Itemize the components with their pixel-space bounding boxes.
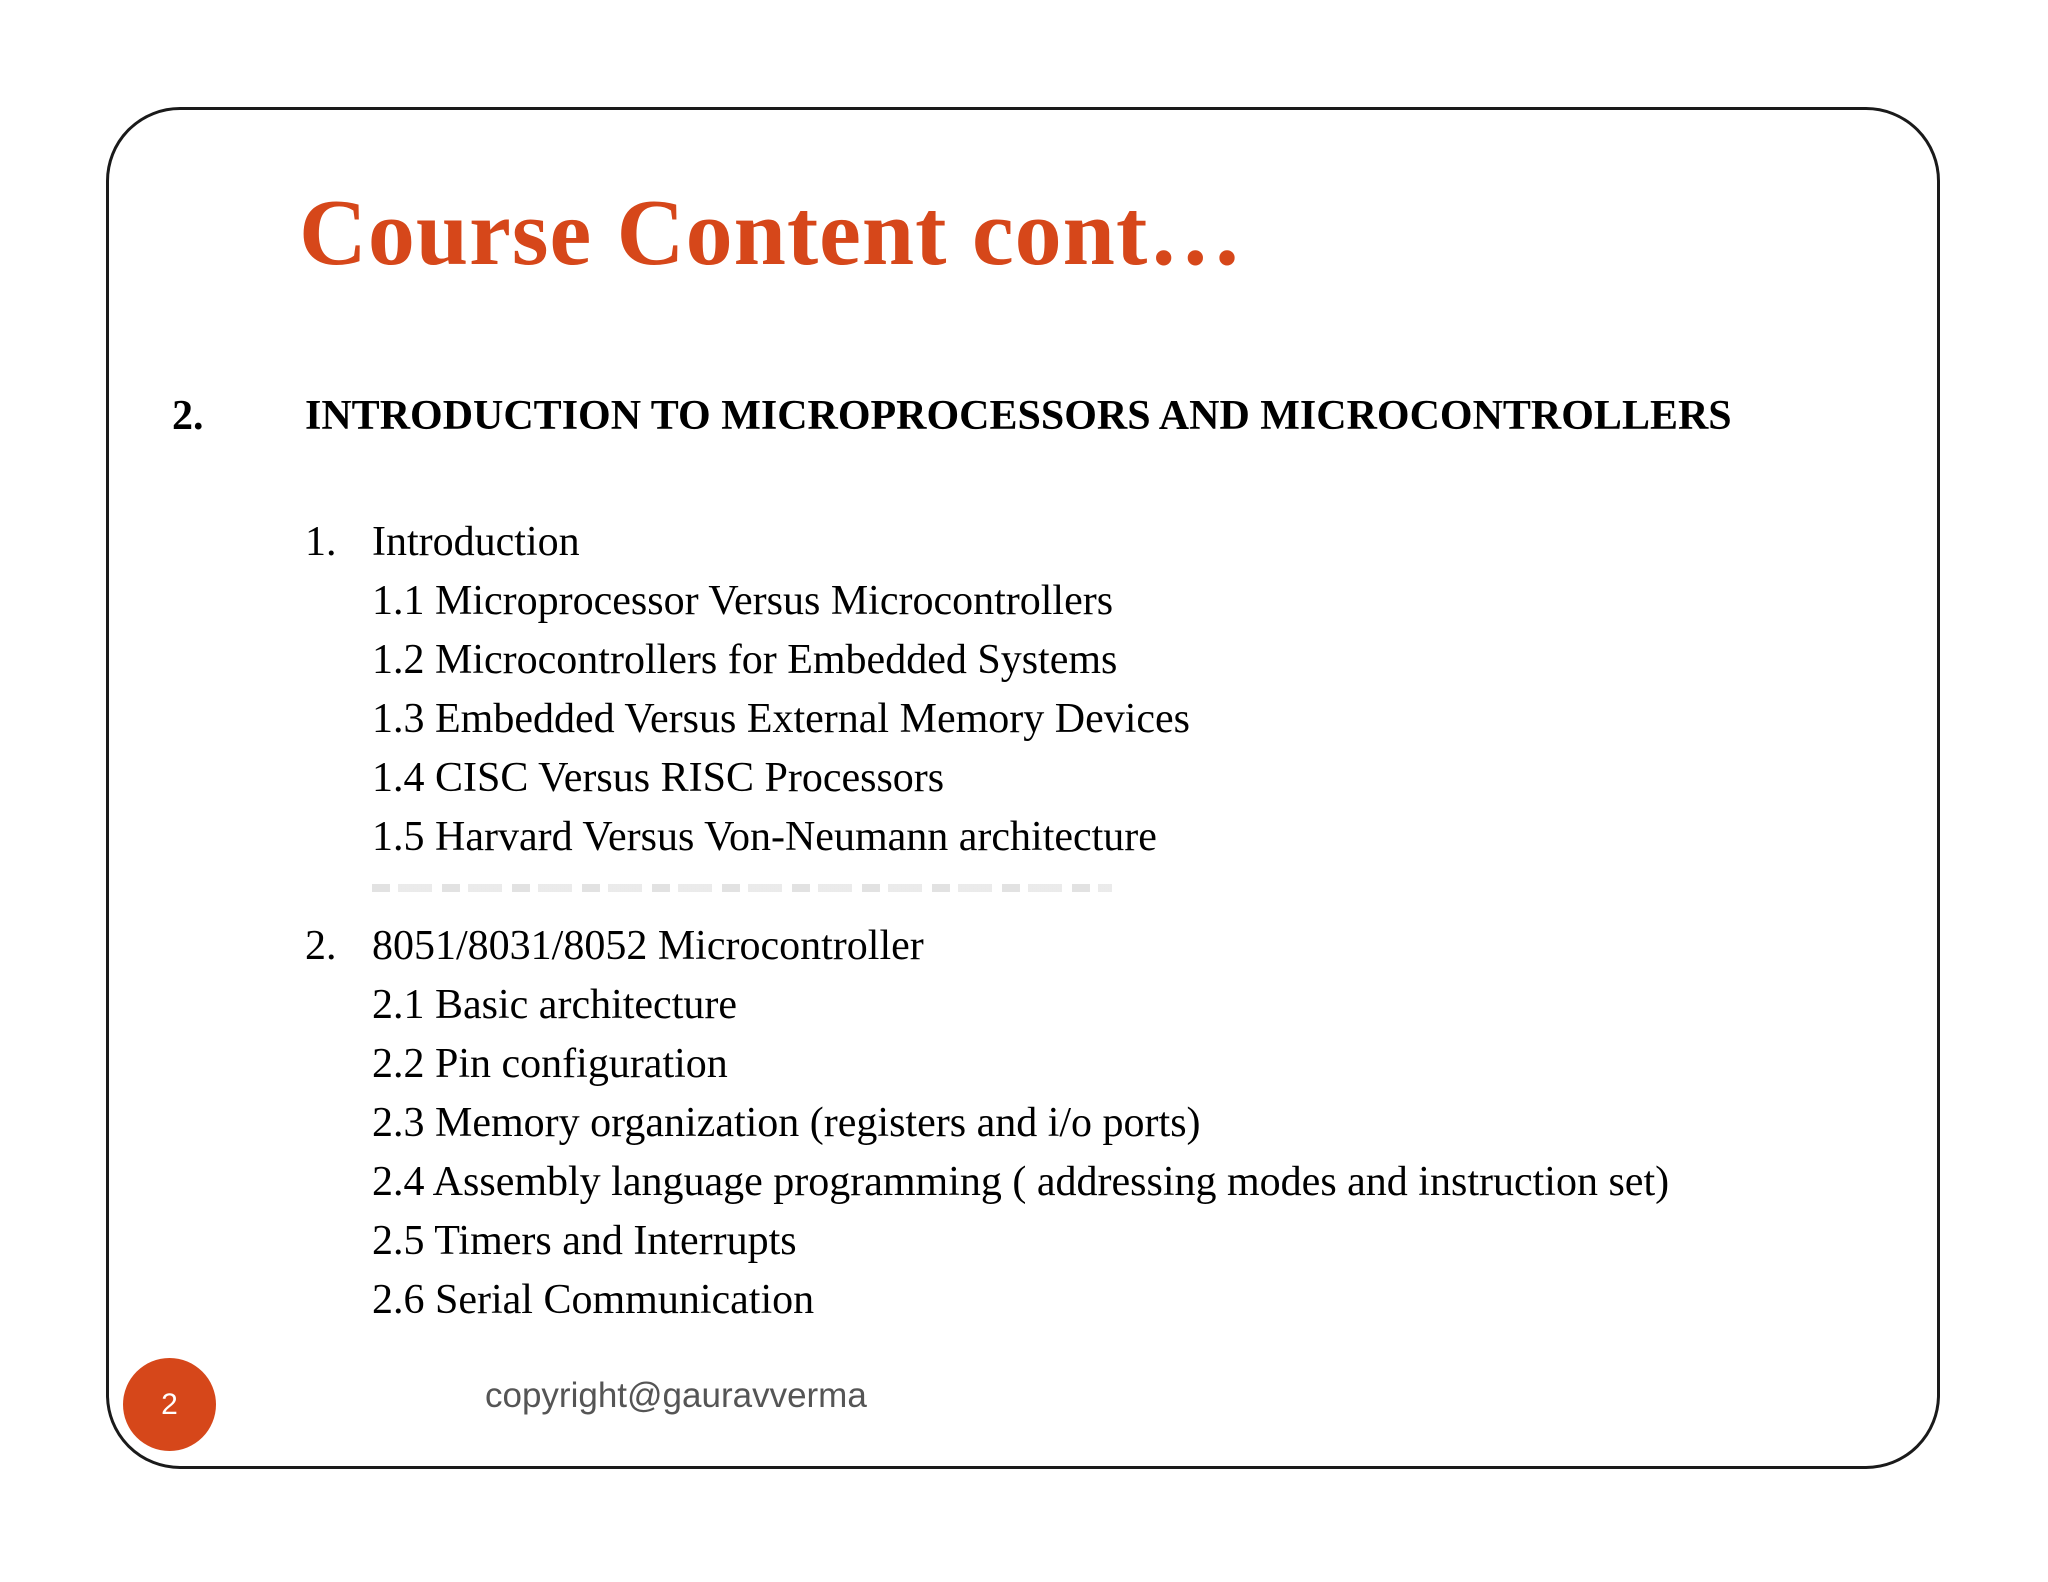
sub-list-item-label: 2.3 Memory organization (registers and i/o ports) (372, 1100, 1201, 1146)
sub-list-item-label: 2.4 Assembly language programming ( addressing modes and instruction set) (372, 1159, 1670, 1205)
page-number: 2 (161, 1387, 178, 1421)
section-number: 2. (172, 393, 204, 439)
sub-list-item-label: 1.5 Harvard Versus Von-Neumann architecture (372, 814, 1157, 860)
section-heading: INTRODUCTION TO MICROPROCESSORS AND MICROCONTROLLERS (305, 393, 1732, 439)
sub-list-item-label: 1.4 CISC Versus RISC Processors (372, 755, 945, 801)
list-item-number: 2. (305, 923, 337, 969)
list-item-label: Introduction (372, 519, 580, 565)
sub-list-item-label: 2.6 Serial Communication (372, 1277, 815, 1323)
sub-list-item-label: 1.1 Microprocessor Versus Microcontrollers (372, 578, 1114, 624)
sub-list-item-label: 1.3 Embedded Versus External Memory Devices (372, 696, 1191, 742)
sub-list-item-label: 1.2 Microcontrollers for Embedded Systems (372, 637, 1118, 683)
list-item-number: 1. (305, 519, 337, 565)
faded-text-artifact (372, 884, 1112, 892)
sub-list-item-label: 2.5 Timers and Interrupts (372, 1218, 797, 1264)
sub-list-item-label: 2.1 Basic architecture (372, 982, 737, 1028)
list-item-label: 8051/8031/8052 Microcontroller (372, 923, 924, 969)
copyright-text: copyright@gauravverma (485, 1376, 867, 1415)
slide-title: Course Content cont… (299, 181, 1244, 285)
sub-list-item-label: 2.2 Pin configuration (372, 1041, 728, 1087)
page-number-badge (123, 1358, 216, 1451)
